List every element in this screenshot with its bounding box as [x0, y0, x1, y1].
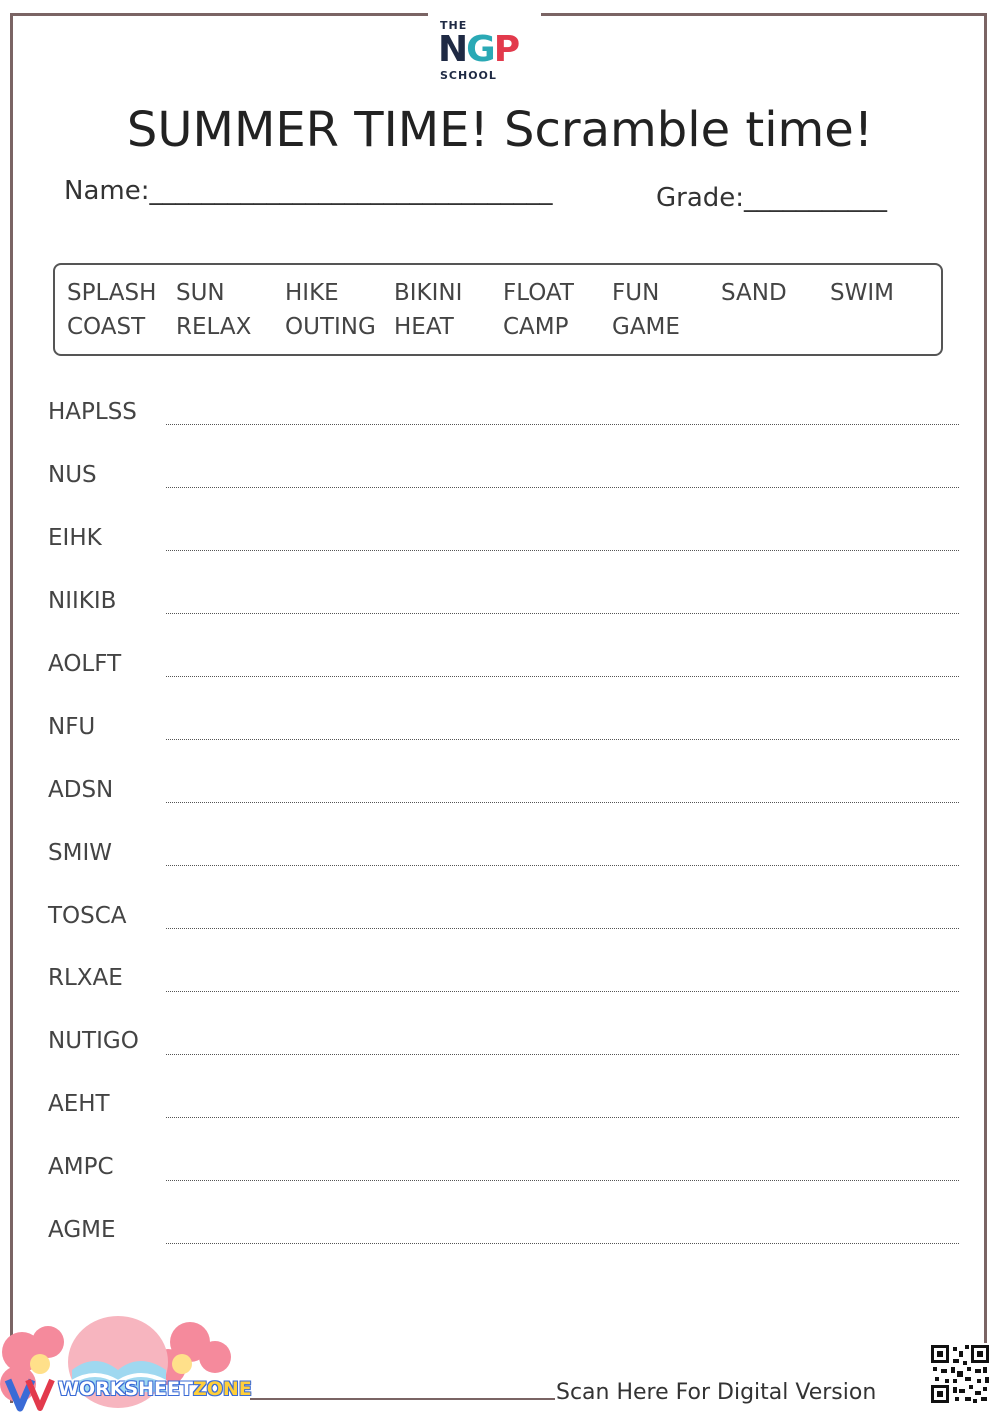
qr-code-icon[interactable]	[929, 1343, 991, 1405]
answer-line[interactable]	[166, 865, 959, 866]
word-bank-item: RELAX	[176, 314, 252, 340]
answer-line[interactable]	[166, 550, 959, 551]
scrambled-word: HAPLSS	[48, 399, 137, 425]
frame-right	[984, 13, 987, 1343]
word-bank-item: FUN	[612, 280, 660, 306]
school-logo	[430, 16, 540, 82]
word-bank-item: SAND	[721, 280, 787, 306]
scrambled-word: AMPC	[48, 1154, 114, 1180]
brand-accent: ZONE	[192, 1378, 252, 1400]
word-bank-item: SUN	[176, 280, 225, 306]
word-bank-item: SWIM	[830, 280, 894, 306]
scrambled-word: RLXAE	[48, 965, 123, 991]
answer-line[interactable]	[166, 928, 959, 929]
answer-line[interactable]	[166, 613, 959, 614]
logo-mark	[438, 30, 518, 70]
answer-line[interactable]	[166, 991, 959, 992]
worksheetzone-logo-icon	[58, 1378, 252, 1400]
answer-line[interactable]	[166, 1243, 959, 1244]
word-bank-item: GAME	[612, 314, 680, 340]
scan-caption: Scan Here For Digital Version	[556, 1380, 877, 1405]
scrambled-word: AOLFT	[48, 651, 122, 677]
word-bank-item: FLOAT	[503, 280, 574, 306]
brand-main: WORKSHEET	[58, 1378, 193, 1400]
word-bank-item: HEAT	[394, 314, 454, 340]
logo-top-text: THE	[440, 19, 468, 32]
answer-line[interactable]	[166, 1180, 959, 1181]
scrambled-word: TOSCA	[48, 903, 127, 929]
answer-line[interactable]	[166, 424, 959, 425]
scrambled-word: NUS	[48, 462, 97, 488]
scrambled-word: NFU	[48, 714, 96, 740]
answer-line[interactable]	[166, 802, 959, 803]
scrambled-word: ADSN	[48, 777, 114, 803]
word-bank-item: COAST	[67, 314, 146, 340]
scrambled-word: SMIW	[48, 840, 112, 866]
name-field[interactable]: Name:_______________________________	[64, 176, 553, 206]
answer-line[interactable]	[166, 487, 959, 488]
frame-top-left	[10, 13, 428, 16]
logo-letter-g: G	[466, 29, 494, 70]
word-bank-box	[53, 263, 943, 356]
word-bank-item: OUTING	[285, 314, 376, 340]
scrambled-word: NUTIGO	[48, 1028, 139, 1054]
word-bank-item: BIKINI	[394, 280, 463, 306]
frame-top-right	[541, 13, 987, 16]
answer-line[interactable]	[166, 739, 959, 740]
scrambled-word: NIIKIB	[48, 588, 117, 614]
scrambled-word: AGME	[48, 1217, 116, 1243]
scrambled-word: EIHK	[48, 525, 102, 551]
frame-left	[10, 13, 13, 1403]
frame-bottom	[250, 1398, 555, 1400]
logo-letter-n: N	[438, 29, 467, 70]
page-title: SUMMER TIME! Scramble time!	[126, 102, 874, 158]
word-bank-item: SPLASH	[67, 280, 157, 306]
logo-bottom-text: SCHOOL	[440, 69, 497, 82]
answer-line[interactable]	[166, 676, 959, 677]
answer-line[interactable]	[166, 1054, 959, 1055]
grade-field[interactable]: Grade:___________	[656, 183, 888, 213]
answer-line[interactable]	[166, 1117, 959, 1118]
word-bank-item: CAMP	[503, 314, 569, 340]
scrambled-word: AEHT	[48, 1091, 110, 1117]
logo-letter-p: P	[493, 29, 519, 70]
word-bank-item: HIKE	[285, 280, 339, 306]
